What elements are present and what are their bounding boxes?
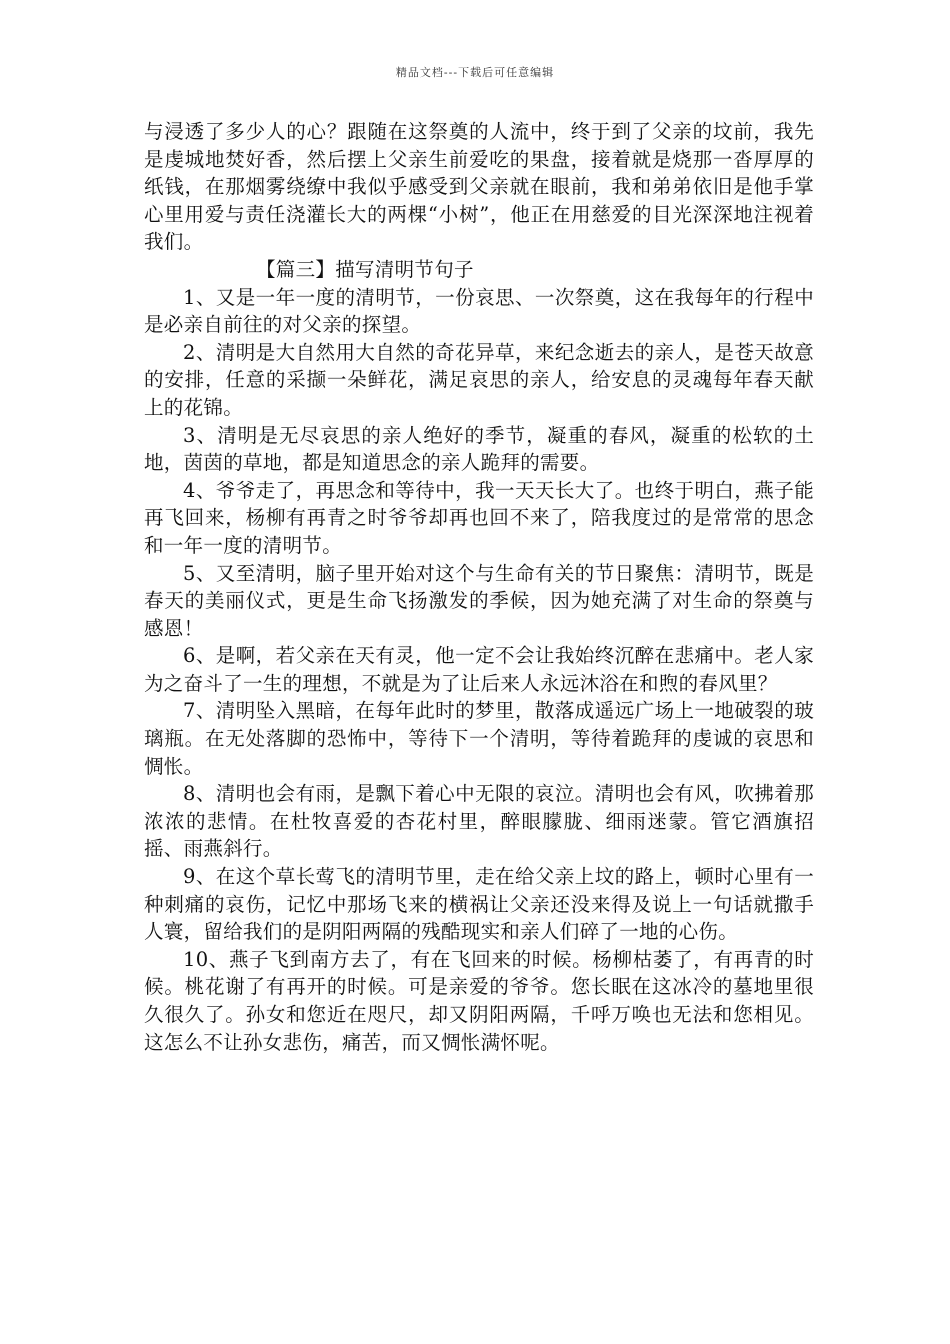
- intro-paragraph: 与浸透了多少人的心？跟随在这祭奠的人流中，终于到了父亲的坟前，我先是虔城地焚好香，然后摆上父亲生前爱吃的果盘，接着就是烧那一沓厚厚的纸钱，在那烟雾绕缭中我似乎感受到父亲就在眼前，我和弟弟依旧是他手掌心里用爱与责任浇灌长大的两棵“小树”，他正在用慈爱的目光深深地注视着我们。: [144, 120, 814, 254]
- section-heading: 【篇三】描写清明节句子: [256, 257, 474, 281]
- page-header: 精品文档---下载后可任意编辑: [395, 66, 555, 79]
- sentence-paragraph-6: 6、是啊，若父亲在天有灵，他一定不会让我始终沉醉在悲痛中。老人家为之奋斗了一生的理想，不就是为了让后来人永远沐浴在和煦的春风里？: [144, 644, 814, 695]
- sentence-paragraph-1: 1、又是一年一度的清明节，一份哀思、一次祭奠，这在我每年的行程中是必亲自前往的对父亲的探望。: [144, 285, 814, 337]
- sentence-paragraph-2: 2、清明是大自然用大自然的奇花异草，来纪念逝去的亲人，是苍天故意的安排，任意的采撷一朵鲜花，满足哀思的亲人，给安息的灵魂每年春天献上的花锦。: [144, 340, 814, 419]
- sentence-paragraph-8: 8、清明也会有雨，是飘下着心中无限的哀泣。清明也会有风，吹拂着那浓浓的悲情。在杜牧喜爱的杏花村里，醉眼朦胧、细雨迷蒙。管它酒旗招摇、雨燕斜行。: [144, 782, 814, 861]
- sentence-paragraph-9: 9、在这个草长莺飞的清明节里，走在给父亲上坟的路上，顿时心里有一种刺痛的哀伤，记忆中那场飞来的横祸让父亲还没来得及说上一句话就撒手人寰，留给我们的是阴阳两隔的残酷现实和亲人们碎了一地的心伤。: [144, 865, 814, 944]
- sentence-paragraph-5: 5、又至清明，脑子里开始对这个与生命有关的节日聚焦：清明节，既是春天的美丽仪式，更是生命飞扬激发的季候，因为她充满了对生命的祭奠与感恩！: [144, 561, 814, 640]
- sentence-paragraph-10: 10、燕子飞到南方去了，有在飞回来的时候。杨柳枯萎了，有再青的时候。桃花谢了有再开的时候。可是亲爱的爷爷。您长眠在这冰冷的墓地里很久很久了。孙女和您近在咫尺，却又阴阳两隔，千呼万唤也无法和您相见。这怎么不让孙女悲伤，痛苦，而又惆怅满怀呢。: [144, 947, 814, 1054]
- sentence-paragraph-3: 3、清明是无尽哀思的亲人绝好的季节，凝重的春风，凝重的松软的土地，茵茵的草地，都是知道思念的亲人跪拜的需要。: [144, 423, 814, 475]
- document-body: [144, 118, 814, 1056]
- sentence-paragraph-4: 4、爷爷走了，再思念和等待中，我一天天长大了。也终于明白，燕子能再飞回来，杨柳有再青之时爷爷却再也回不来了，陪我度过的是常常的思念和一年一度的清明节。: [144, 478, 814, 557]
- sentence-paragraph-7: 7、清明坠入黑暗，在每年此时的梦里，散落成遥远广场上一地破裂的玻璃瓶。在无处落脚的恐怖中，等待下一个清明，等待着跪拜的虔诚的哀思和惆怅。: [144, 699, 814, 778]
